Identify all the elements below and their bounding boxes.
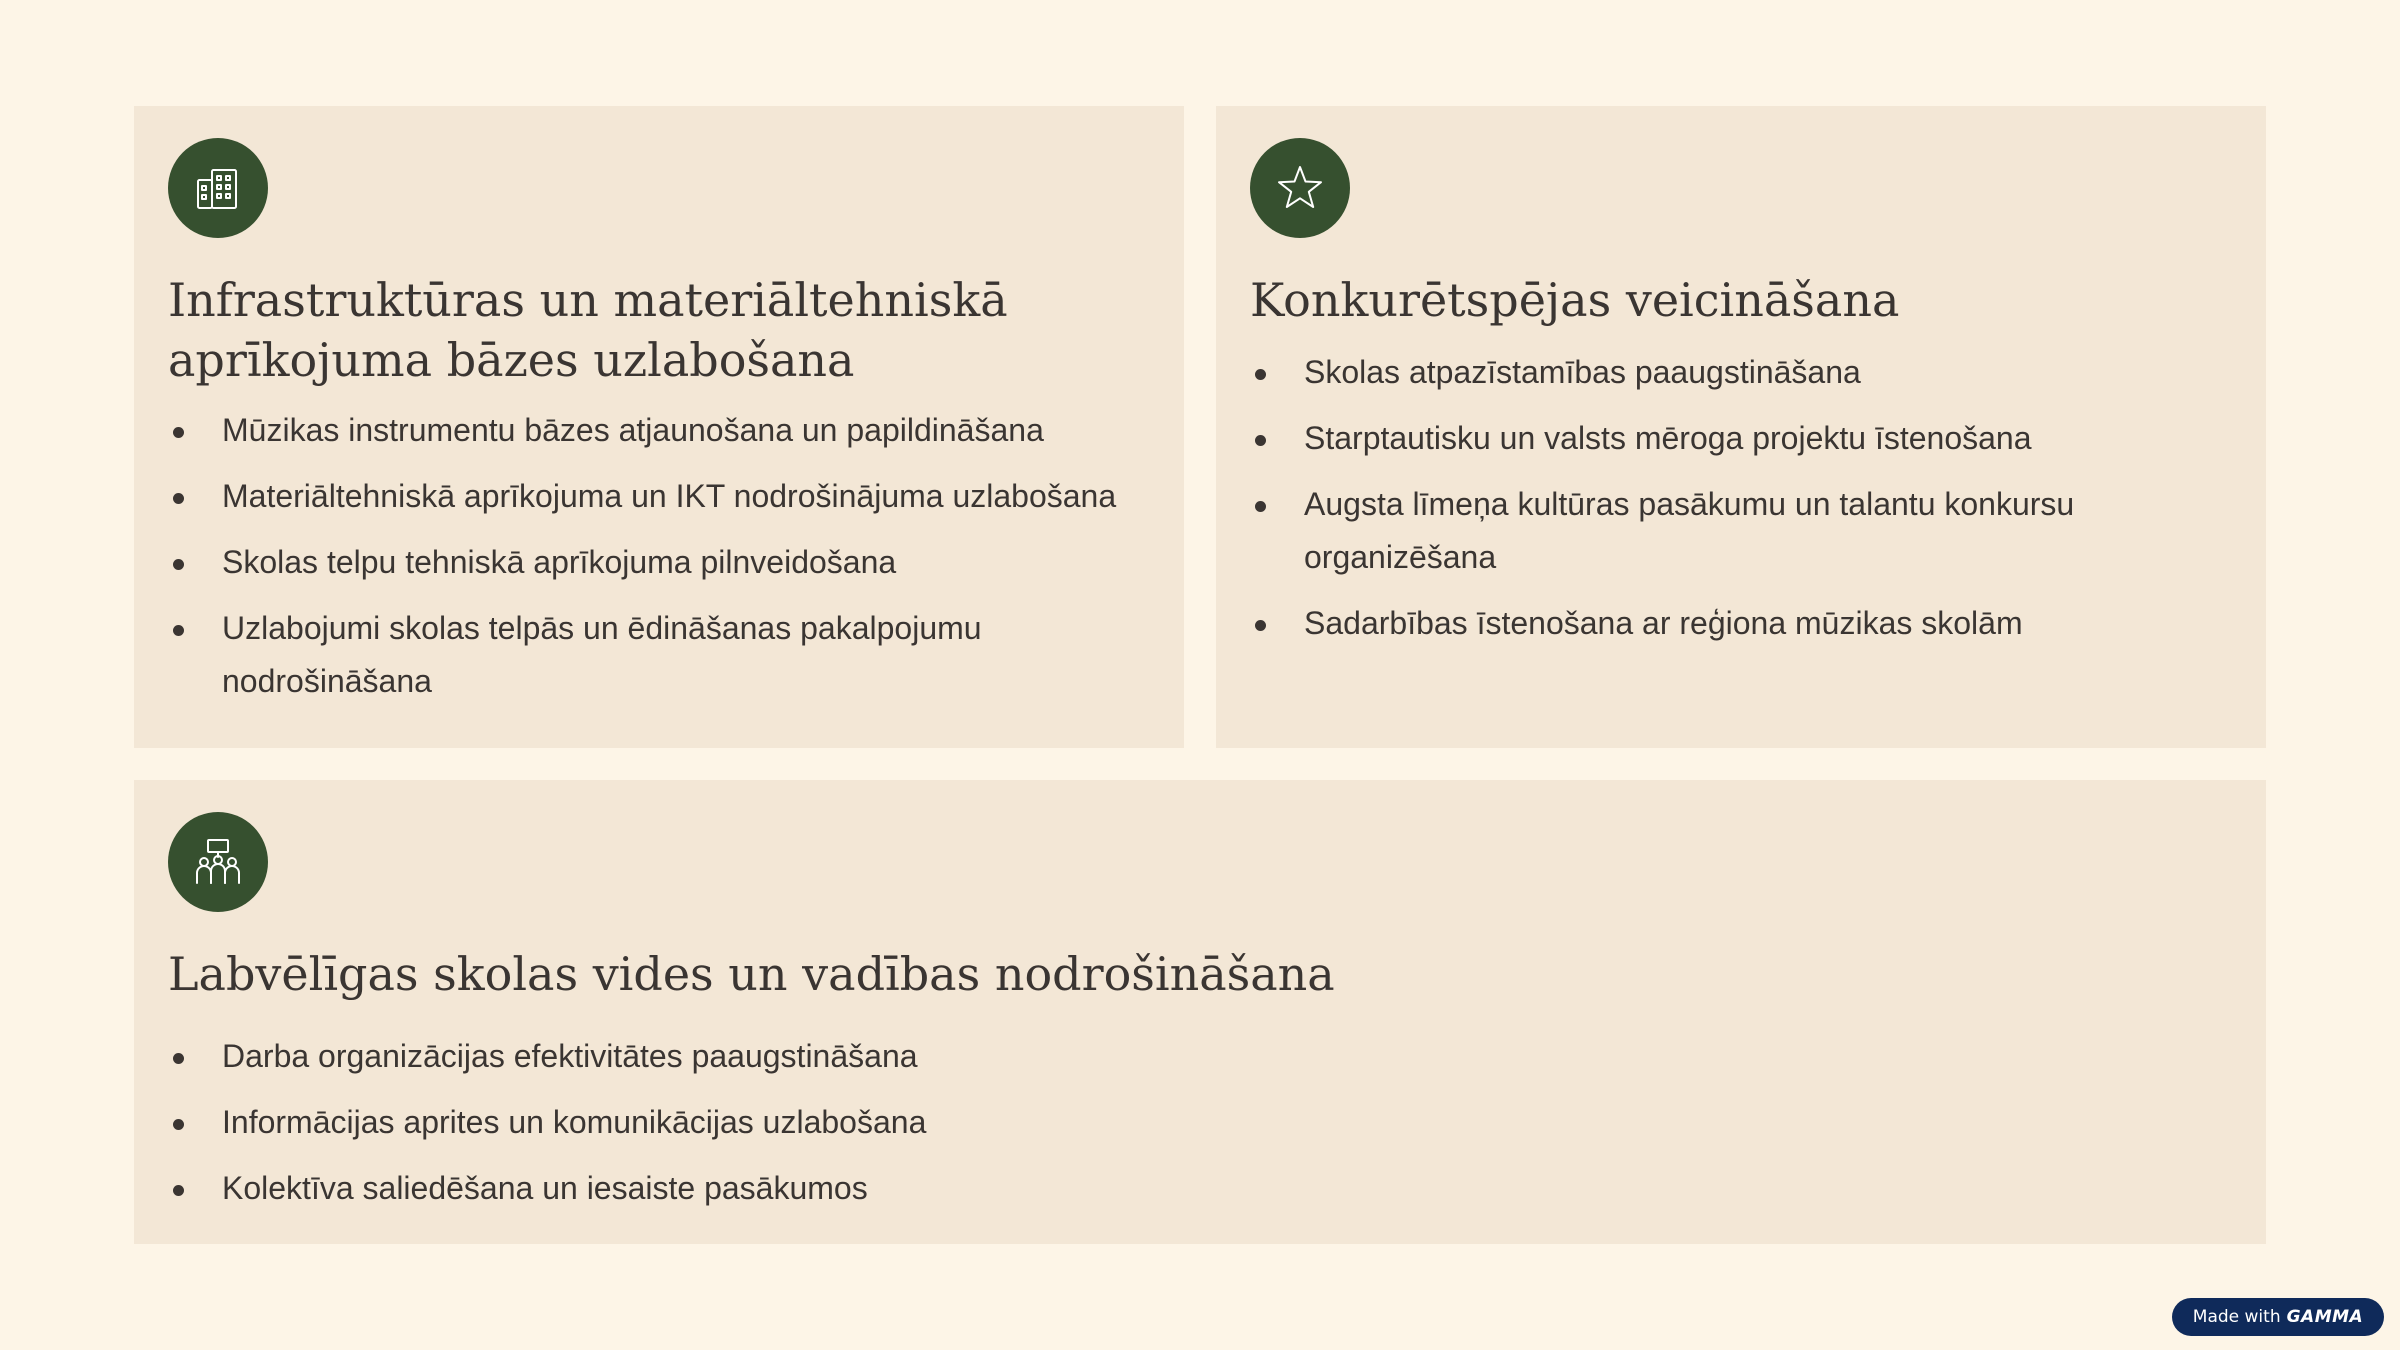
environment-list <box>168 1030 1968 1228</box>
card-title: Konkurētspējas veicināšana <box>1250 273 1900 327</box>
list-item: Uzlabojumi skolas telpās un ēdināšanas pakalpojumu nodrošināšana <box>168 602 1002 708</box>
list-item: Materiāltehniskā aprīkojuma un IKT nodrošinājuma uzlabošana <box>168 470 1168 523</box>
list-item: Sadarbības īstenošana ar reģiona mūzikas skolām <box>1250 597 2120 650</box>
list-item: Kolektīva saliedēšana un iesaiste pasākumos <box>168 1162 1968 1215</box>
building-icon <box>168 138 268 238</box>
star-icon <box>1250 138 1350 238</box>
list-item: Augsta līmeņa kultūras pasākumu un talantu konkursu organizēšana <box>1250 478 2120 584</box>
list-item: Starptautisku un valsts mēroga projektu īstenošana <box>1250 412 2120 465</box>
list-item: Skolas telpu tehniskā aprīkojuma pilnveidošana <box>168 536 1168 589</box>
gamma-logo: GAMMA <box>2286 1307 2364 1327</box>
badge-prefix: Made with <box>2192 1307 2281 1327</box>
team-presentation-icon <box>168 812 268 912</box>
list-item: Darba organizācijas efektivitātes paaugstināšana <box>168 1030 1968 1083</box>
list-item: Skolas atpazīstamības paaugstināšana <box>1250 346 2120 399</box>
card-title: Infrastruktūras un materiāltehniskā aprīkojuma bāzes uzlabošana <box>168 273 1008 387</box>
list-item: Informācijas aprites un komunikācijas uzlabošana <box>168 1096 1968 1149</box>
infrastructure-list <box>168 404 1168 721</box>
made-with-gamma-badge[interactable] <box>2172 1298 2384 1336</box>
competitiveness-list <box>1250 346 2120 663</box>
list-item: Mūzikas instrumentu bāzes atjaunošana un papildināšana <box>168 404 1168 457</box>
card-title: Labvēlīgas skolas vides un vadības nodrošināšana <box>168 947 1335 1001</box>
